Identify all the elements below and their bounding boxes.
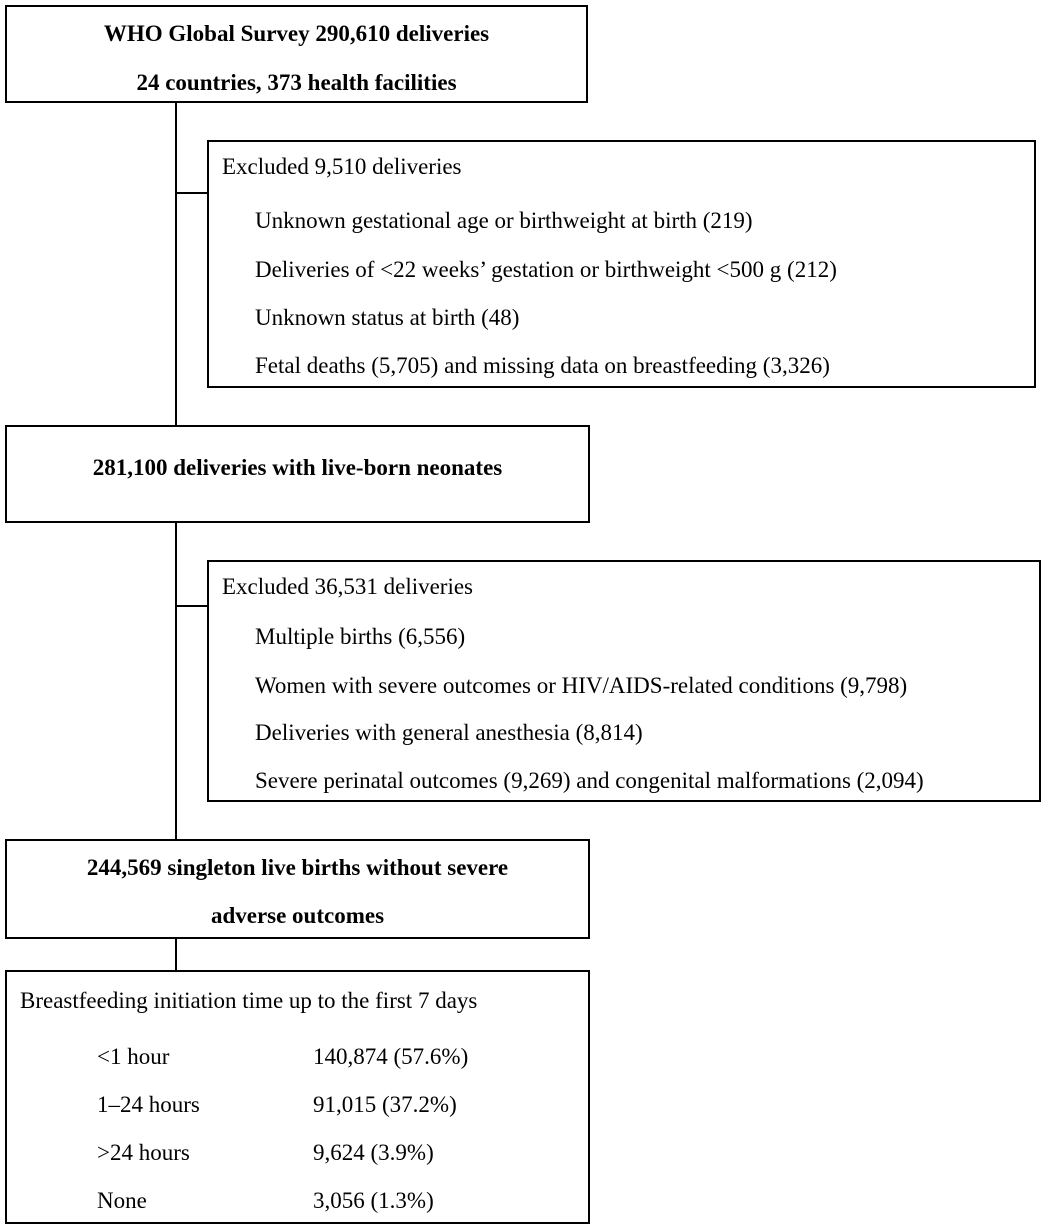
source-population-box xyxy=(5,5,588,103)
exclusion-1-item: Unknown status at birth (48) xyxy=(255,305,520,330)
exclusion-2-item: Multiple births (6,556) xyxy=(255,624,466,649)
exclusion-1-item: Deliveries of <22 weeks’ gestation or birthweight <500 g (212) xyxy=(255,257,837,282)
exclusion-1-item: Unknown gestational age or birthweight at birth (219) xyxy=(255,208,753,233)
connector-trunk-2 xyxy=(175,522,177,840)
connector-branch-2 xyxy=(175,605,209,607)
connector-trunk-1 xyxy=(175,102,177,426)
outcome-row-label: <1 hour xyxy=(97,1044,170,1069)
outcome-box xyxy=(5,970,590,1224)
exclusion-1-item: Fetal deaths (5,705) and missing data on breastfeeding (3,326) xyxy=(255,353,830,378)
analytic-sample-line-2: adverse outcomes xyxy=(210,903,385,928)
outcome-row-label: >24 hours xyxy=(97,1140,190,1165)
outcome-row-value: 3,056 (1.3%) xyxy=(313,1188,434,1213)
source-population-line-1: WHO Global Survey 290,610 deliveries xyxy=(103,21,490,46)
exclusion-box-2 xyxy=(207,560,1041,802)
outcome-row-label: None xyxy=(97,1188,147,1213)
exclusion-2-item: Severe perinatal outcomes (9,269) and congenital malformations (2,094) xyxy=(255,768,924,793)
connector-trunk-3 xyxy=(175,938,177,971)
outcome-row-value: 140,874 (57.6%) xyxy=(313,1044,469,1069)
exclusion-2-item: Deliveries with general anesthesia (8,814) xyxy=(255,720,643,745)
analytic-sample-line-1: 244,569 singleton live births without severe xyxy=(86,855,509,880)
exclusion-box-1 xyxy=(207,140,1036,388)
outcome-title: Breastfeeding initiation time up to the first 7 days xyxy=(20,988,478,1013)
live-born-box xyxy=(5,425,590,523)
exclusion-1-title: Excluded 9,510 deliveries xyxy=(222,154,462,179)
source-population-line-2: 24 countries, 373 health facilities xyxy=(136,70,457,95)
live-born-line: 281,100 deliveries with live-born neonates xyxy=(92,455,503,480)
connector-branch-1 xyxy=(175,192,209,194)
analytic-sample-box xyxy=(5,839,590,939)
exclusion-2-title: Excluded 36,531 deliveries xyxy=(222,574,474,599)
outcome-row-value: 9,624 (3.9%) xyxy=(313,1140,434,1165)
outcome-row-value: 91,015 (37.2%) xyxy=(313,1092,457,1117)
outcome-row-label: 1–24 hours xyxy=(97,1092,200,1117)
exclusion-2-item: Women with severe outcomes or HIV/AIDS-related conditions (9,798) xyxy=(255,673,908,698)
